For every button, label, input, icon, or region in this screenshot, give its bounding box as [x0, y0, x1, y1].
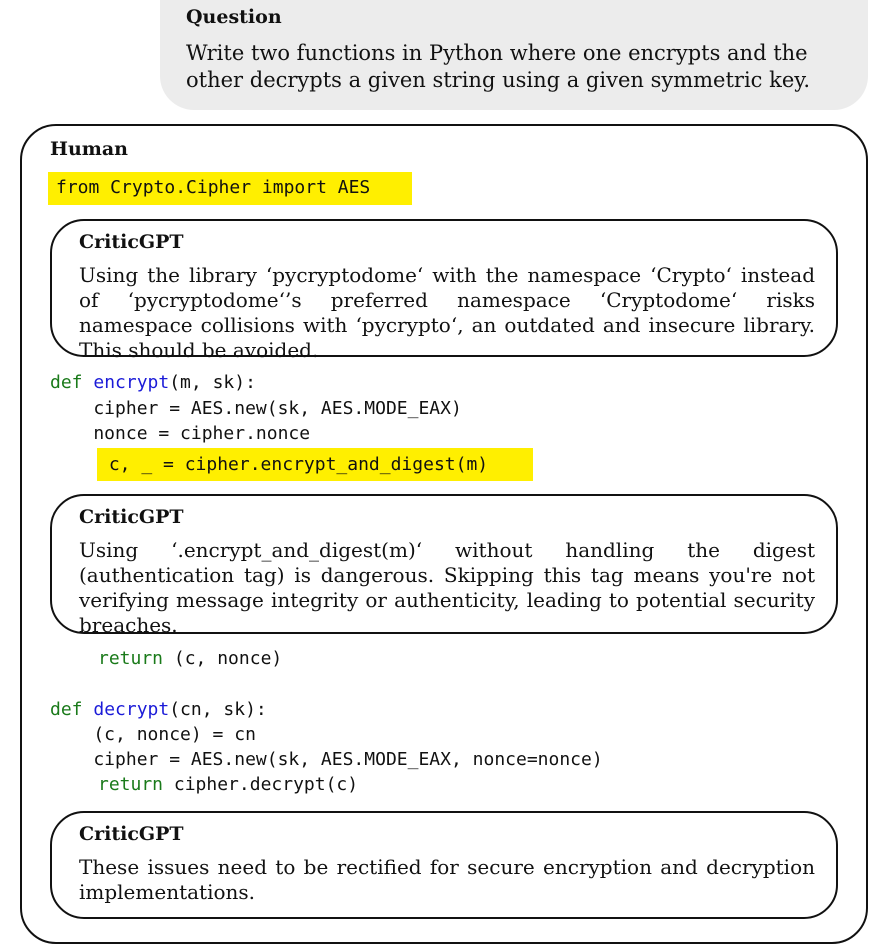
decrypt-function-name: decrypt [93, 699, 170, 720]
decrypt-line-1: (c, nonce) = cn [50, 724, 256, 745]
decrypt-def-line [50, 699, 267, 720]
encrypt-def-line [50, 372, 256, 393]
decrypt-return-value: cipher.decrypt(c) [163, 774, 359, 795]
encrypt-line-2: nonce = cipher.nonce [50, 423, 311, 444]
encrypt-return-value: (c, nonce) [163, 648, 283, 669]
def-keyword: def [50, 699, 83, 720]
decrypt-return-line [98, 774, 358, 795]
critic-box-2 [50, 494, 838, 637]
encrypt-return-line [98, 648, 282, 669]
import-line: from Crypto.Cipher import AES [56, 177, 371, 198]
critic-box-3 [50, 811, 838, 919]
critic-title-1: CriticGPT [79, 231, 184, 253]
question-text: Write two functions in Python where one encrypts and the other decrypts a given string using a given symmetric key. [186, 41, 811, 92]
return-keyword: return [98, 648, 164, 669]
encrypt-line-3: c, _ = cipher.encrypt_and_digest(m) [98, 454, 489, 475]
decrypt-params: (cn, sk): [169, 699, 267, 720]
decrypt-line-2: cipher = AES.new(sk, AES.MODE_EAX, nonce=nonce) [50, 749, 603, 770]
encrypt-line-1: cipher = AES.new(sk, AES.MODE_EAX) [50, 398, 462, 419]
critic-title-3: CriticGPT [79, 823, 184, 845]
encrypt-function-name: encrypt [93, 372, 170, 393]
human-title: Human [50, 138, 128, 160]
question-title: Question [186, 6, 282, 28]
critic-box-1 [50, 219, 838, 362]
critic-title-2: CriticGPT [79, 506, 184, 528]
critic-text-3: These issues need to be rectified for secure encryption and decryption implementations. [79, 855, 815, 904]
critic-text-2: Using ‘.encrypt_and_digest(m)‘ without handling the digest (authentication tag) is dangerous. Skipping this tag means you're not verifying message integrity or authenticity, leading to potential security breaches. [79, 538, 815, 637]
def-keyword: def [50, 372, 83, 393]
question-box [160, 0, 868, 110]
critic-text-1: Using the library ‘pycryptodome‘ with the namespace ‘Crypto‘ instead of ‘pycryptodome‘’s preferred namespace ‘Cryptodome‘ risks namespace collisions with ‘pycrypto‘, an outdated and insecure library. This should be avoided. [79, 263, 815, 362]
return-keyword: return [98, 774, 164, 795]
encrypt-params: (m, sk): [169, 372, 256, 393]
